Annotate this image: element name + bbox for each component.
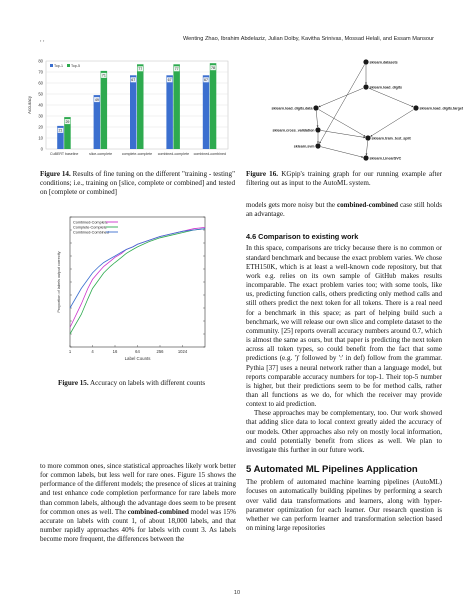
data-label: 67 xyxy=(204,78,209,83)
x-tick-label: slice-complete xyxy=(89,152,113,156)
graph-node xyxy=(315,127,320,132)
graph-edge xyxy=(371,110,414,137)
graph-node-label: sklearn.load_digits.target xyxy=(419,106,464,111)
legend-swatch xyxy=(50,64,53,67)
figure-15-caption xyxy=(58,379,238,388)
data-label: 49 xyxy=(94,97,99,102)
y-axis-label: Proportion of labels output correctly xyxy=(56,251,61,313)
y-axis-label: Accuracy xyxy=(27,95,32,115)
figure-16-caption-text: KGpip's training graph for our running example after filtering out as input to the AutoML system. xyxy=(246,170,442,188)
x-tick-label: complete-complete xyxy=(121,152,153,156)
bar-top-5 xyxy=(101,71,108,149)
figure-14-bar-chart xyxy=(24,55,234,167)
plot-frame xyxy=(70,217,205,347)
graph-edge xyxy=(319,65,364,144)
graph-node xyxy=(363,155,368,160)
legend-swatch xyxy=(67,64,70,67)
y-tick-label: 0 xyxy=(40,146,43,152)
bold-model-name: combined-combined xyxy=(127,507,189,516)
section-heading-5: 5 Automated ML Pipelines Application xyxy=(246,464,418,476)
legend-label: Complete-Complete xyxy=(73,225,107,230)
legend-label: Top-1 xyxy=(54,63,63,68)
automl-paragraph: The problem of automated machine learning pipelines (AutoML) focuses on automatically building pipelines by performing a search over valid data transformations and learners, along with hyper-parameter optimization for each learner. Our research question is whether we can perform learner and transformation selection based on mining large repositories xyxy=(246,478,442,532)
approaches-paragraph: These approaches may be complementary, too. Our work showed that adding slice data to local context greatly aided the accuracy of our models. Other approaches also rely on mostly local information, and could potentially benefit from slices as well. We plan to investigate this further in our future work. xyxy=(246,409,442,454)
y-tick-label: 30 xyxy=(38,113,43,119)
y-tick-label: 60 xyxy=(38,80,43,86)
x-tick-label: combined-combined xyxy=(193,152,226,156)
x-tick-label: CuBERT baseline xyxy=(49,152,79,156)
x-tick-label: 1024 xyxy=(177,349,188,354)
graph-node-label: sklearn.train_test_split xyxy=(371,136,411,141)
x-tick-label: 256 xyxy=(156,349,164,354)
subsection-heading-4-6: 4.6 Comparison to existing work xyxy=(246,232,359,242)
figure-14-caption-text: Results of fine tuning on the different "training - testing" conditions; i.e., training on [slice, complete or combined] and tested on [complete or combined] xyxy=(40,170,236,197)
bar-top-1 xyxy=(94,95,101,149)
comparison-paragraph: In this space, comparisons are tricky because there is no common or standard benchmark and because the exact problem varies. We chose ETH150K, which is at least a well-known code repository, but that work e.g. relies on its own sample of GitHub makes results incomparable. The exact problem varies too; with some tools, like us, predicting function calls, others predicting only method calls and still others predict the next token for all tokens. There is a real need for a benchmark in this space; as part of helping build such a benchmark, we will release our own slice and complete dataset to the community. [25] reports overall accuracy numbers around 0.7, which is almost the same as ours, but that paper is predicting the next token across all token types, so could benefit from the fact that some predictions (e.g. ')' followed by ':' in def) follow from the grammar. Pythia [37] uses a neural network rather than a language model, but reports comparable accuracy numbers for top-1. Their top-5 number is higher, but their predictions seem to be for method calls, rather than all functions as we do, for which the receiver may provide context to aid prediction. xyxy=(246,244,442,409)
y-tick-label: 20 xyxy=(38,124,43,130)
bar-top-1 xyxy=(130,75,137,149)
right-intro-paragraph: models gets more noisy but the combined-combined case still holds an advantage. xyxy=(246,201,442,219)
y-tick-label: 40 xyxy=(38,102,43,108)
graph-edge xyxy=(316,111,317,127)
graph-node xyxy=(365,135,370,140)
graph-edge xyxy=(366,141,367,155)
bar-top-1 xyxy=(203,75,210,149)
x-tick-label: 4 xyxy=(91,349,94,354)
data-label: 78 xyxy=(211,66,216,70)
bar-top-1 xyxy=(166,75,173,149)
legend-label: Combined-Combined xyxy=(73,230,109,235)
figure-15-caption-text: Accuracy on labels with different counts xyxy=(90,379,206,387)
figure-14-caption xyxy=(40,170,235,197)
x-tick-label: 1 xyxy=(68,349,72,354)
legend-label: Combined-Complete xyxy=(73,220,108,225)
graph-node xyxy=(315,143,320,148)
left-paragraph: to more common ones, since statistical approaches likely work better for common labels, but less well for rare ones. Figure 15 shows the performance of the different models; the presence of slices at training and test enhance code completion performance for rare labels more than common labels, although the advantage does seem to be present for common ones as well. The combined-combined model was 15% accurate on labels with count 1, of about 18,000 labels, and that number rapidly approaches 40% for labels with count 3. As labels become more frequent, the differences between the xyxy=(40,462,236,544)
figure-16-training-graph xyxy=(248,50,464,165)
bar-top-5 xyxy=(173,64,180,149)
graph-edge xyxy=(321,147,363,158)
bar-top-5 xyxy=(210,63,217,149)
y-tick-label: 10 xyxy=(38,135,43,141)
data-label: 21 xyxy=(58,128,63,133)
figure-14-caption-label: Figure 14. xyxy=(40,170,71,178)
page-number: 10 xyxy=(233,590,241,596)
graph-node xyxy=(363,84,368,89)
graph-edge xyxy=(369,88,413,107)
graph-edge xyxy=(321,130,365,137)
x-tick-label: combined-complete xyxy=(157,152,190,156)
right-column-text xyxy=(246,201,442,533)
graph-node-label: sklearn.LinearSVC xyxy=(369,156,402,161)
graph-node xyxy=(413,105,418,110)
bold-model-name: combined-combined xyxy=(336,201,399,209)
graph-node-label: sklearn.svm xyxy=(293,144,315,149)
graph-node-label: sklearn.load_digits xyxy=(369,85,403,90)
data-label: 67 xyxy=(167,78,172,83)
running-head-authors: Wenting Zhao, Ibrahim Abdelaziz, Julian Dolby, Kavitha Srinivas, Mossad Helali, and Essam Mansour xyxy=(182,36,434,42)
graph-node-label: sklearn.cross_validation xyxy=(272,128,315,133)
legend-label: Top-5 xyxy=(71,63,80,68)
graph-edge xyxy=(319,88,363,107)
left-column-text xyxy=(40,462,236,544)
figure-16-caption-label: Figure 16. xyxy=(246,170,279,178)
data-label: 71 xyxy=(101,73,106,78)
data-label: 67 xyxy=(131,78,136,83)
y-tick-label: 50 xyxy=(38,91,43,97)
data-label: 29 xyxy=(65,119,70,124)
x-tick-label: 64 xyxy=(135,349,140,354)
graph-node xyxy=(363,59,368,64)
graph-node-label: sklearn.load_digits.data xyxy=(271,106,313,111)
data-label: 77 xyxy=(174,67,179,72)
figure-15-line-chart xyxy=(50,211,210,366)
data-label: 77 xyxy=(138,67,143,72)
bar-top-5 xyxy=(137,64,144,149)
figure-15-caption-label: Figure 15. xyxy=(58,379,89,387)
y-tick-label: 70 xyxy=(38,69,43,75)
graph-node xyxy=(313,105,318,110)
figure-16-caption xyxy=(246,170,442,188)
x-tick-label: 16 xyxy=(112,349,118,354)
x-axis-label: Label Counts xyxy=(124,356,151,361)
graph-node-label: sklearn.datasets xyxy=(369,60,398,65)
y-tick-label: 80 xyxy=(38,58,43,64)
running-head-mark: , , xyxy=(40,37,45,43)
